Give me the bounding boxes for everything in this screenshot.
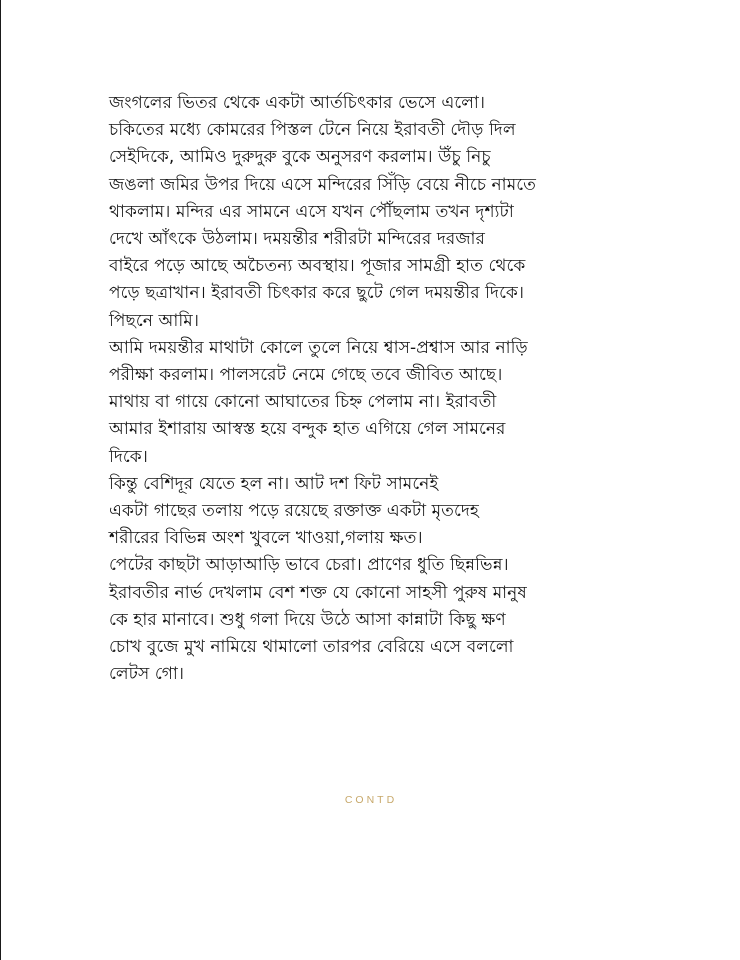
text-line: একটা গাছের তলায় পড়ে রয়েছে রক্তাক্ত একটা মৃতদেহ	[109, 501, 479, 522]
text-line: জঙলা জমির উপর দিয়ে এসে মন্দিরের সিঁড়ি বেয়ে নীচে নামতে	[109, 174, 536, 195]
text-line: পরীক্ষা করলাম। পালসরেট নেমে গেছে তবে জীবিত আছে।	[109, 365, 503, 386]
text-line: ইরাবতীর নার্ভ দেখলাম বেশ শক্ত যে কোনো সাহসী পুরুষ মানুষ	[109, 582, 527, 603]
document-page	[1, 0, 740, 960]
text-line: দিকে।	[109, 446, 148, 467]
text-line: কে হার মানাবে। শুধু গলা দিয়ে উঠে আসা কান্নাটা কিছু ক্ষণ	[109, 609, 506, 630]
text-line: আমার ইশারায় আস্বস্ত হয়ে বন্দুক হাত এগিয়ে গেল সামনের	[109, 419, 506, 440]
text-line: পেটের কাছটা আড়াআড়ি ভাবে চেরা। প্রাণের ধুতি ছিন্নভিন্ন।	[109, 555, 509, 576]
text-line: থাকলাম। মন্দির এর সামনে এসে যখন পৌঁছলাম তখন দৃশ্যটা	[109, 201, 514, 222]
text-line: লেটস গো।	[109, 664, 185, 685]
story-text	[109, 90, 669, 688]
text-line: পড়ে ছত্রাখান। ইরাবতী চিৎকার করে ছুটে গেল দময়ন্তীর দিকে।	[109, 283, 525, 304]
text-line: শরীরের বিভিন্ন অংশ খুবলে খাওয়া,গলায় ক্ষত।	[109, 528, 423, 549]
text-line: জংগলের ভিতর থেকে একটা আর্তচিৎকার ভেসে এলো।	[109, 93, 486, 113]
continued-label: CONTD	[344, 794, 398, 806]
text-line: আমি দময়ন্তীর মাথাটা কোলে তুলে নিয়ে শ্বাস-প্রশ্বাস আর নাড়ি	[109, 337, 528, 358]
text-line: কিন্তু বেশিদূর যেতে হল না। আট দশ ফিট সামনেই	[109, 473, 439, 494]
text-line: বাইরে পড়ে আছে অচৈতন্য অবস্থায়। পূজার সামগ্রী হাত থেকে	[109, 256, 526, 277]
text-line: চকিতের মধ্যে কোমরের পিস্তল টেনে নিয়ে ইরাবতী দৌড় দিল	[109, 120, 516, 141]
text-line: দেখে আঁৎকে উঠলাম। দময়ন্তীর শরীরটা মন্দিরের দরজার	[109, 229, 486, 250]
text-line: মাথায় বা গায়ে কোনো আঘাতের চিহ্ন পেলাম না। ইরাবতী	[109, 392, 497, 413]
text-line: পিছনে আমি।	[109, 310, 199, 331]
text-line: চোখ বুজে মুখ নামিয়ে থামালো তারপর বেরিয়ে এসে বললো	[109, 637, 514, 658]
text-line: সেইদিকে, আমিও দুরুদুরু বুকে অনুসরণ করলাম। উঁচু নিচু	[109, 147, 491, 168]
